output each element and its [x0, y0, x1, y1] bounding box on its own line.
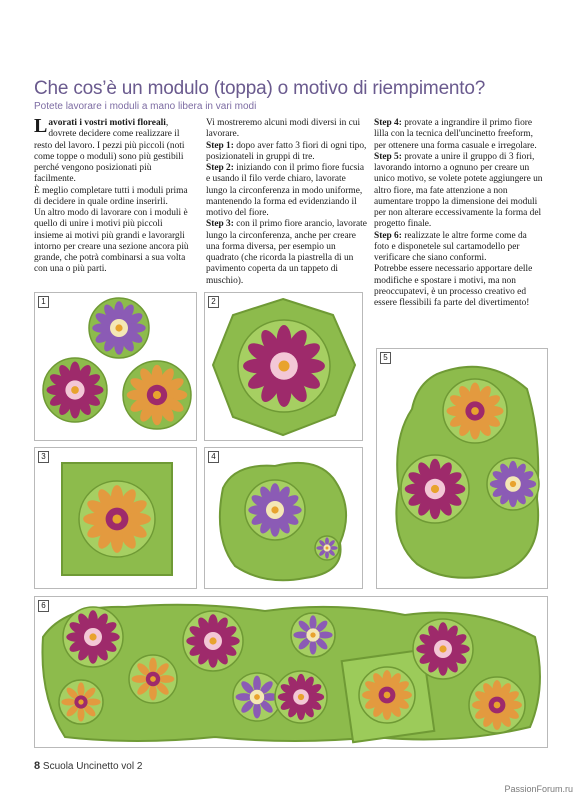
page-number: 8	[34, 760, 41, 772]
modules-layout-image	[35, 597, 547, 747]
photo-number: 5	[380, 352, 391, 364]
photo-3	[34, 447, 197, 589]
step-5	[374, 152, 544, 231]
step-4-text: provate a ingrandire il primo fiore lilla con la tecnica dell'uncinetto freeform, per ottenere una forma casuale e irregolare.	[374, 118, 537, 151]
crochet-flower	[315, 536, 339, 560]
photo-2	[204, 292, 363, 441]
step-5-label: Step 5:	[374, 151, 402, 162]
drop-cap: L	[34, 115, 48, 137]
photo-number: 1	[38, 296, 49, 308]
step-2	[206, 163, 368, 219]
flower-motifs-image	[35, 293, 196, 440]
magazine-name: Scuola Uncinetto vol 2	[42, 761, 143, 772]
photo-number: 2	[208, 296, 219, 308]
crochet-flower	[245, 480, 305, 540]
text-column-3	[374, 118, 544, 309]
crochet-flower	[233, 673, 281, 721]
intro-text: , dovrete decidere come realizzare il resto del lavoro. I pezzi più piccoli (noti come toppe o moduli) sono più gestibili perché vengono posizionati più facilmente.	[34, 118, 185, 185]
photo-6	[34, 596, 548, 748]
crochet-flower	[79, 481, 155, 557]
crochet-flower	[43, 358, 107, 422]
crochet-flower	[129, 655, 177, 703]
crochet-flower	[59, 680, 103, 724]
paragraph-3: Un altro modo di lavorare con i moduli è quello di unire i motivi più piccoli insieme ai motivi più grandi e lavorargli intorno per creare una sezione ancora più grande, che potrà combinarsi a sua volta con una o più parti.	[34, 208, 189, 275]
photo-number: 4	[208, 451, 219, 463]
step-2-label: Step 2:	[206, 163, 234, 173]
joined-modules-image	[377, 349, 547, 588]
step-6	[374, 231, 544, 265]
text-column-2	[206, 118, 368, 287]
step-1-text: dopo aver fatto 3 fiori di ogni tipo, posizionateli in gruppi di tre.	[206, 140, 367, 162]
lead-text: avorati i vostri motivi floreali	[48, 118, 166, 128]
closing-paragraph: Potrebbe essere necessario apportare delle modifiche e spostare i motivi, ma non preoccupatevi, è un processo creativo ed essere flessibili fa parte del divertimento!	[374, 264, 533, 308]
step-3	[206, 219, 368, 287]
step-1-label: Step 1:	[206, 140, 234, 151]
photo-4	[204, 447, 363, 589]
step-3-text: con il primo fiore arancio, lavorate lungo la circonferenza, anche per creare una forma diversa, per esempio un quadrato (che ricorda la piastrella di un pavimento coperta da un tappeto di muschio).	[206, 219, 367, 286]
step-6-label: Step 6:	[374, 230, 402, 241]
freeform-module-image	[205, 448, 362, 588]
watermark: PassionForum.ru	[504, 784, 573, 794]
page-subtitle: Potete lavorare i moduli a mano libera in vari modi	[34, 101, 257, 112]
crochet-flower	[359, 667, 415, 723]
crochet-flower	[63, 607, 123, 667]
crochet-flower	[469, 677, 525, 733]
crochet-flower	[487, 458, 539, 510]
crochet-flower	[238, 320, 330, 412]
crochet-flower	[89, 298, 149, 358]
steps-intro: Vi mostreremo alcuni modi diversi in cui lavorare.	[206, 118, 361, 140]
step-4-label: Step 4:	[374, 118, 402, 128]
step-5-text: provate a unire il gruppo di 3 fiori, lavorando intorno a ognuno per creare un unico motivo, se volete potete aggiungere un altro fiore, ma fate attenzione a non aumentare troppo la dimensione dei moduli per non alterare eccessivamente la forma del progetto finale.	[374, 151, 543, 230]
photo-1	[34, 292, 197, 441]
crochet-flower	[413, 619, 473, 679]
page-footer	[34, 760, 142, 772]
photo-5	[376, 348, 548, 589]
intro-paragraph	[34, 115, 194, 186]
crochet-flower	[291, 613, 335, 657]
crochet-flower	[401, 455, 469, 523]
paragraph-2: È meglio completare tutti i moduli prima di decidere in quale ordine inserirli.	[34, 185, 188, 207]
text-column-1	[34, 115, 194, 276]
step-4	[374, 118, 544, 152]
fuchsia-module-image	[205, 293, 362, 440]
crochet-flower	[443, 379, 507, 443]
page-title: Che cos’è un modulo (toppa) o motivo di riempimento?	[34, 78, 486, 99]
photo-number: 3	[38, 451, 49, 463]
square-module-image	[35, 448, 196, 588]
step-3-label: Step 3:	[206, 219, 234, 230]
step-2-text: iniziando con il primo fiore fucsia e usando il filo verde chiaro, lavorate lungo la circonferenza in modo uniforme, mantenendo la forma ed evidenziando il motivo del fiore.	[206, 163, 365, 218]
step-6-text: realizzate le altre forme come da foto e disponetele sul cartamodello per verificare che siano conformi.	[374, 230, 527, 263]
crochet-flower	[275, 671, 327, 723]
crochet-flower	[123, 361, 191, 429]
photo-number: 6	[38, 600, 49, 612]
step-1	[206, 141, 368, 164]
crochet-flower	[183, 611, 243, 671]
